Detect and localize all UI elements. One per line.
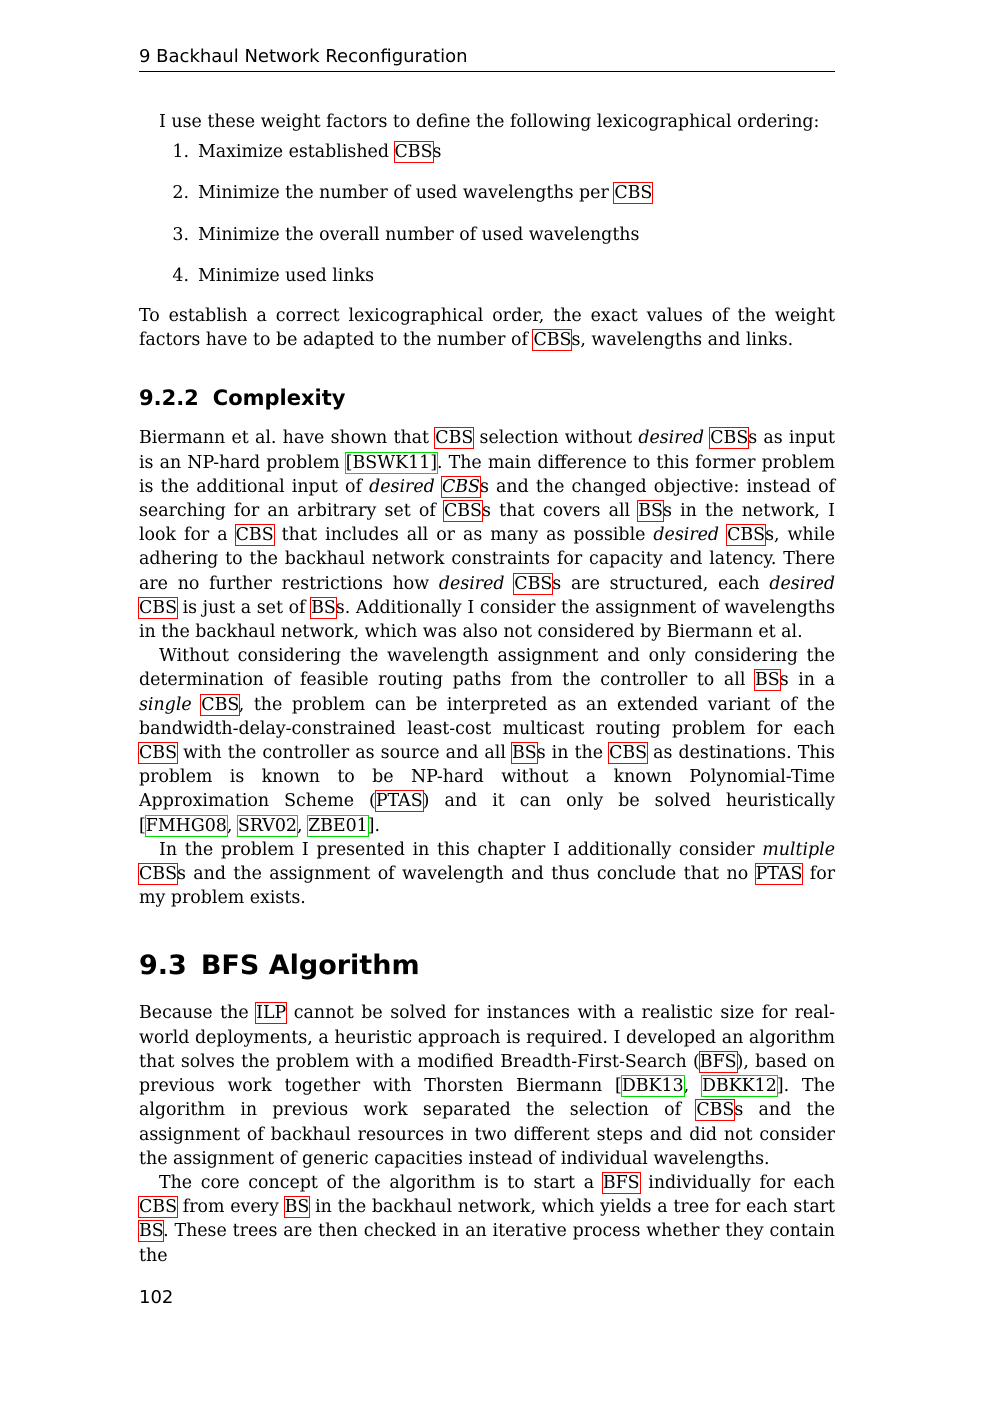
acronym-link[interactable]: PTAS — [375, 791, 423, 812]
citation-link[interactable]: [BSWK11] — [345, 452, 437, 473]
paragraph: Without considering the wavelength assignment and only considering the determination of feasible routing paths from the controller to all BSs in a single CBS, the problem can be interpreted as an extended variant of the bandwidth-delay-constrained least-cost multicast routing problem for each CBS with the controller as source and all BSs in the CBS as destinations. This problem is known to be NP-hard without a known Polynomial-Time Approximation Scheme (PTAS) and it can only be solved heuristically [FMHG08, SRV02, ZBE01]. — [139, 646, 835, 836]
citation-link[interactable]: FMHG08 — [145, 815, 227, 836]
acronym-link[interactable]: BS — [139, 1221, 164, 1242]
acronym-link[interactable]: BS — [638, 501, 663, 522]
acronym-link[interactable]: CBS — [514, 573, 553, 594]
acronym-link[interactable]: CBS — [696, 1100, 735, 1121]
acronym-link[interactable]: CBS — [394, 142, 433, 163]
acronym-link[interactable]: BFS — [602, 1172, 640, 1193]
acronym-link[interactable]: CBS — [235, 525, 274, 546]
citation-link[interactable]: DBK13 — [621, 1076, 684, 1097]
list-item: 3. Minimize the overall number of used wavelengths — [172, 224, 640, 245]
lexicographical-list — [139, 140, 835, 288]
list-item: 2. Minimize the number of used wavelengths per CBS — [172, 183, 653, 204]
acronym-link[interactable]: BS — [284, 1197, 310, 1218]
acronym-link[interactable]: CBS — [727, 525, 766, 546]
acronym-link[interactable]: CBS — [201, 694, 239, 715]
citation-link[interactable]: SRV02 — [237, 815, 297, 836]
acronym-link[interactable]: PTAS — [755, 864, 803, 885]
paragraph: Because the ILP cannot be solved for instances with a realistic size for real-world deployments, a heuristic approach is required. I developed an algorithm that solves the problem with a modified Breadth-First-Search (BFS), based on previous work together with Thorsten Biermann [DBK13, DBKK12]. The algorithm in previous work separated the selection of CBSs and the assignment of backhaul resources in two different steps and did not consider the assignment of generic capacities instead of individual wavelengths. — [139, 1003, 835, 1169]
body-text — [139, 110, 835, 1268]
paragraph: Biermann et al. have shown that CBS selection without desired CBSs as input is an NP-hard problem [BSWK11]. The main difference to this former problem is the additional input of desired CBSs and the changed objective: instead of searching for an arbitrary set of CBSs that covers all BSs in the network, I look for a CBS that includes all or as many as possible desired CBSs, while adhering to the backhaul network constraints for capacity and latency. There are no further restrictions how desired CBSs are structured, each desired CBS is just a set of BSs. Additionally I consider the assignment of wavelengths in the backhaul network, which was also not considered by Biermann et al. — [139, 428, 836, 643]
acronym-link[interactable]: CBS — [614, 183, 653, 204]
running-header: 9 Backhaul Network Reconfiguration — [139, 46, 835, 72]
acronym-link[interactable]: CBS — [710, 428, 749, 449]
acronym-link[interactable]: CBS — [139, 864, 177, 885]
acronym-link[interactable]: ILP — [256, 1003, 287, 1024]
acronym-link[interactable]: CBS — [435, 428, 474, 449]
acronym-link[interactable]: CBS — [139, 743, 177, 764]
paragraph: In the problem I presented in this chapter I additionally consider multiple CBSs and the assignment of wavelength and thus conclude that no PTAS for my problem exists. — [139, 839, 836, 909]
citation-link[interactable]: ZBE01 — [308, 815, 368, 836]
acronym-link[interactable]: BS — [511, 743, 537, 764]
intro-sentence: I use these weight factors to define the following lexicographical ordering: — [159, 112, 820, 132]
acronym-link[interactable]: CBS — [609, 743, 648, 764]
acronym-link[interactable]: CBS — [441, 476, 480, 497]
acronym-link[interactable]: CBS — [533, 330, 572, 351]
page-number: 102 — [139, 1287, 174, 1308]
subsection-heading: 9.2.2 Complexity — [139, 386, 346, 411]
acronym-link[interactable]: BFS — [699, 1051, 737, 1072]
list-item: 4. Minimize used links — [172, 265, 375, 286]
acronym-link[interactable]: CBS — [443, 501, 482, 522]
list-item: 1. Maximize established CBSs — [172, 142, 442, 163]
acronym-link[interactable]: BS — [755, 670, 780, 691]
citation-link[interactable]: DBKK12 — [701, 1076, 777, 1097]
section-heading: 9.3 BFS Algorithm — [139, 950, 420, 982]
acronym-link[interactable]: CBS — [139, 1197, 177, 1218]
acronym-link[interactable]: CBS — [139, 597, 177, 618]
paragraph: The core concept of the algorithm is to start a BFS individually for each CBS from every BS in the backhaul network, which yields a tree for each start BS. These trees are then checked in an iterative process whether they contain the — [139, 1172, 836, 1266]
paragraph: To establish a correct lexicographical order, the exact values of the weight factors have to be adapted to the number of CBSs, wavelengths and links. — [139, 306, 835, 351]
acronym-link[interactable]: BS — [311, 597, 336, 618]
